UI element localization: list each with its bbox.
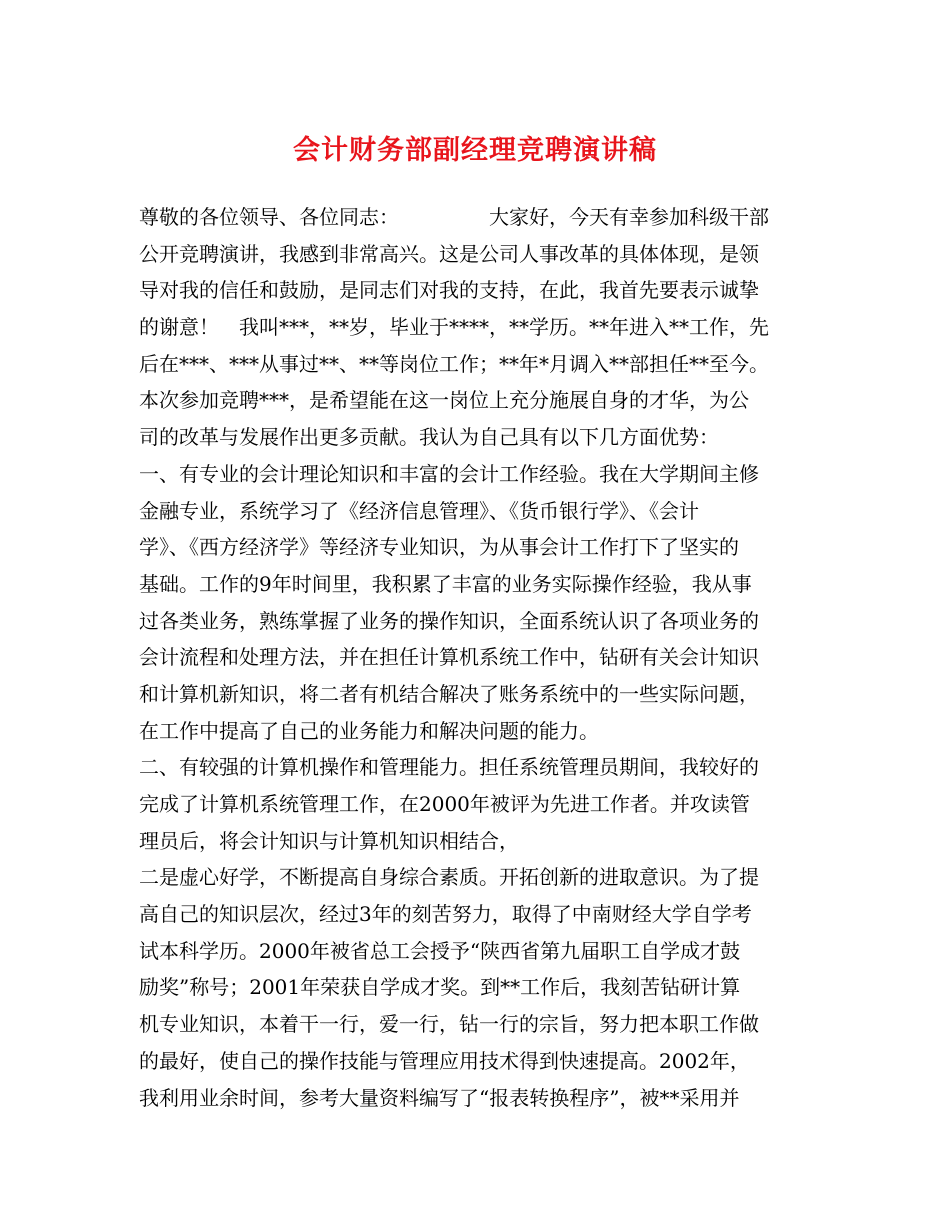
body-line: 我利用业余时间，参考大量资料编写了“报表转换程序”，被**采用并 (139, 1085, 740, 1110)
body-line: 和计算机新知识，将二者有机结合解决了账务系统中的一些实际问题， (139, 681, 759, 706)
body-line: 机专业知识，本着干一行，爱一行，钻一行的宗旨，努力把本职工作做 (139, 1012, 759, 1037)
body-line: 公开竞聘演讲，我感到非常高兴。这是公司人事改革的具体体现，是领 (139, 241, 759, 266)
body-line: 后在***、***从事过**、**等岗位工作；**年*月调入**部担任**至今。 (139, 351, 769, 376)
body-line: 导对我的信任和鼓励，是同志们对我的支持，在此，我首先要表示诚挚 (139, 278, 759, 303)
body-line: 一、有专业的会计理论知识和丰富的会计工作经验。我在大学期间主修 (139, 461, 759, 486)
body-line: 的谢意！ 我叫***，**岁，毕业于****，**学历。**年进入**工作，先 (139, 315, 769, 340)
body-line: 二、有较强的计算机操作和管理能力。担任系统管理员期间，我较好的 (139, 755, 759, 780)
body-line: 过各类业务，熟练掌握了业务的操作知识，全面系统认识了各项业务的 (139, 608, 759, 633)
body-line: 学》、《西方经济学》等经济专业知识，为从事会计工作打下了坚实的 (139, 535, 739, 560)
body-line: 金融专业，系统学习了《经济信息管理》、《货币银行学》、《会计 (139, 498, 699, 523)
document-body (139, 199, 811, 1116)
body-line: 高自己的知识层次，经过3年的刻苦努力，取得了中南财经大学自学考 (139, 902, 752, 927)
body-line: 在工作中提高了自己的业务能力和解决问题的能力。 (139, 718, 599, 743)
body-line: 励奖”称号；2001年荣获自学成才奖。到**工作后，我刻苦钻研计算 (139, 975, 741, 1000)
body-line: 试本科学历。2000年被省总工会授予“陕西省第九届职工自学成才鼓 (139, 938, 741, 963)
body-line: 完成了计算机系统管理工作，在2000年被评为先进工作者。并攻读管 (139, 792, 750, 816)
body-line: 尊敬的各位领导、各位同志： 大家好，今天有幸参加科级干部 (139, 205, 769, 229)
body-line: 基础。工作的9年时间里，我积累了丰富的业务实际操作经验，我从事 (139, 571, 752, 596)
body-line: 理员后，将会计知识与计算机知识相结合， (139, 828, 519, 853)
body-line: 二是虚心好学，不断提高自身综合素质。开拓创新的进取意识。为了提 (139, 865, 759, 890)
body-line: 司的改革与发展作出更多贡献。我认为自己具有以下几方面优势： (139, 425, 719, 450)
document-title: 会计财务部副经理竞聘演讲稿 (293, 135, 657, 166)
body-line: 的最好，使自己的操作技能与管理应用技术得到快速提高。2002年， (139, 1048, 750, 1073)
body-line: 会计流程和处理方法，并在担任计算机系统工作中，钻研有关会计知识 (139, 645, 759, 670)
body-line: 本次参加竞聘***，是希望能在这一岗位上充分施展自身的才华，为公 (139, 388, 749, 413)
